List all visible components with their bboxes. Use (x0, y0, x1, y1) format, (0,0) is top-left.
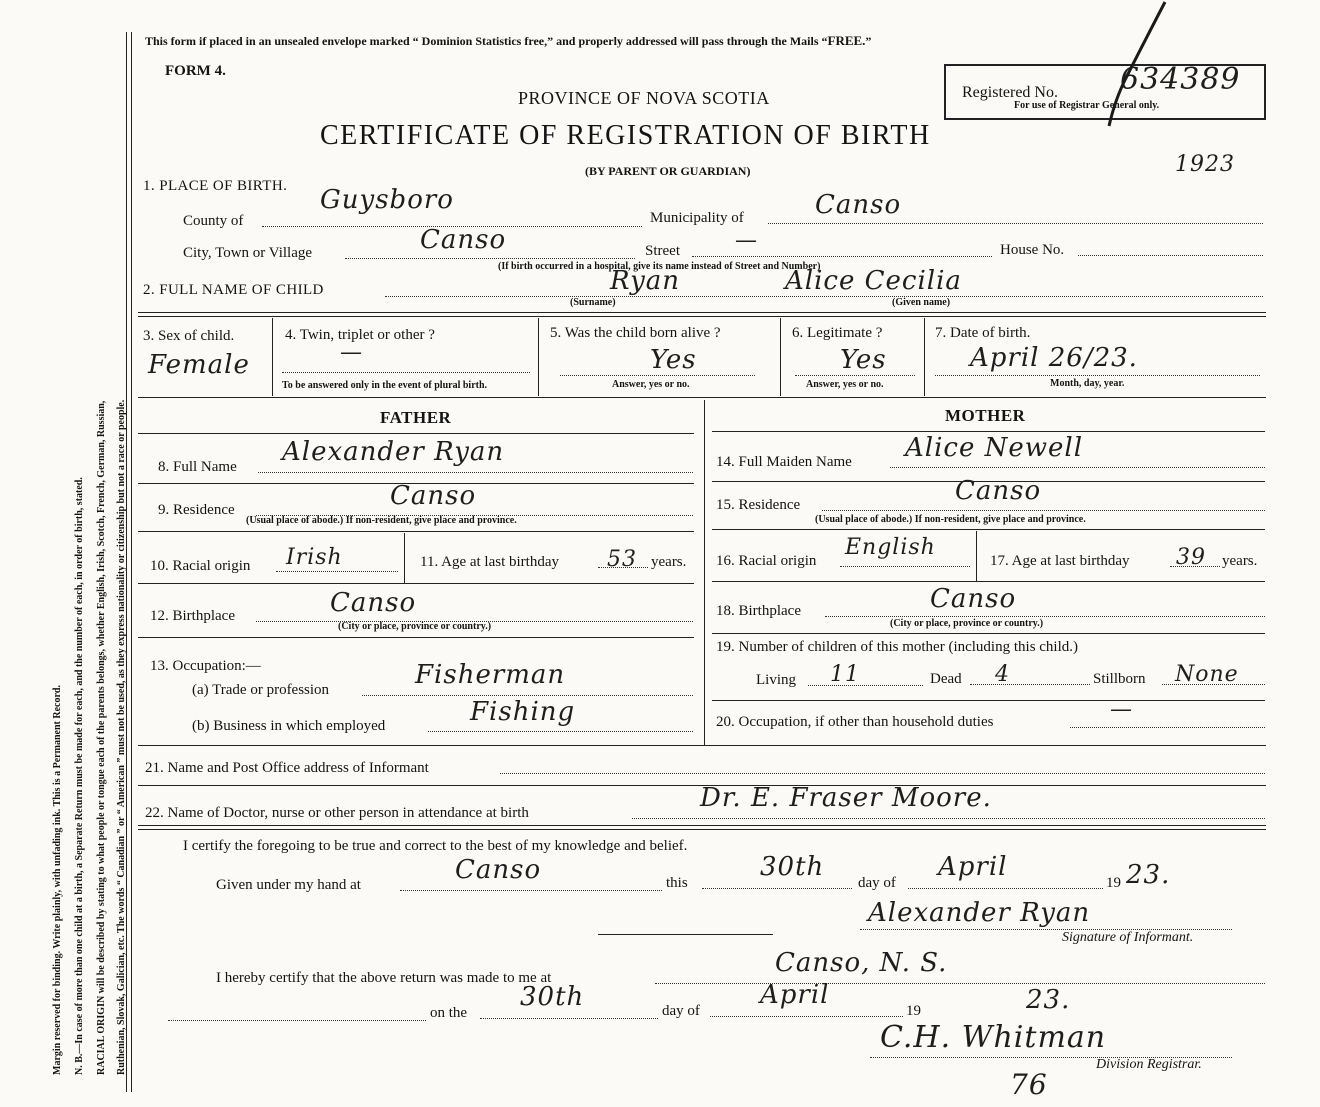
parent-column-divider (704, 400, 705, 745)
given-year-prefix: 19 (1106, 875, 1121, 891)
certification-separator (598, 934, 773, 935)
father-business-value: Fishing (470, 697, 576, 727)
father-age-label: 11. Age at last birthday (420, 554, 559, 570)
page-mark: 76 (1010, 1068, 1048, 1101)
surname-note: (Surname) (570, 297, 616, 308)
mother-racial-value: English (845, 535, 936, 560)
given-name-note: (Given name) (892, 297, 951, 308)
father-age-unit: years. (651, 554, 687, 570)
father-residence-label: 9. Residence (158, 502, 235, 518)
born-alive-note: Answer, yes or no. (612, 379, 690, 390)
twin-label: 4. Twin, triplet or other ? (285, 327, 435, 343)
informant-label: 21. Name and Post Office address of Informant (145, 760, 429, 776)
born-alive-value: Yes (650, 345, 697, 375)
twin-value: — (340, 340, 363, 365)
registration-pen-stroke (1095, 0, 1175, 130)
mother-residence-label: 15. Residence (716, 497, 801, 513)
mother-heading: MOTHER (945, 406, 1026, 425)
legitimate-value: Yes (840, 345, 887, 375)
father-birthplace-note: (City or place, province or country.) (338, 621, 492, 632)
father-name-label: 8. Full Name (158, 459, 237, 475)
registrar-place-value: Canso, N. S. (775, 948, 948, 978)
county-value: Guysboro (320, 185, 454, 215)
registration-year-prefix: 19 (906, 1003, 921, 1019)
given-at-label: Given under my hand at (216, 877, 361, 893)
dead-label: Dead (930, 671, 962, 687)
street-value: — (735, 228, 758, 253)
doctor-label: 22. Name of Doctor, nurse or other person in attendance at birth (145, 805, 529, 821)
mother-age-label: 17. Age at last birthday (990, 553, 1130, 569)
municipality-value: Canso (815, 190, 902, 220)
registration-month-value: April (760, 980, 830, 1010)
form-number: FORM 4. (165, 63, 226, 79)
year-stamp: 1923 (1175, 152, 1235, 177)
father-trade-value: Fisherman (415, 660, 566, 690)
mother-name-label: 14. Full Maiden Name (716, 454, 852, 470)
registration-day-of-label: day of (662, 1003, 700, 1019)
twin-note: To be answered only in the event of plural birth. (282, 380, 488, 391)
father-business-label: (b) Business in which employed (192, 718, 386, 734)
father-racial-label: 10. Racial origin (150, 558, 251, 574)
father-birthplace-label: 12. Birthplace (150, 608, 235, 624)
registration-year-value: 23. (1026, 985, 1071, 1015)
margin-rule-inner (131, 32, 132, 1092)
mother-birthplace-label: 18. Birthplace (716, 603, 801, 619)
city-value: Canso (420, 225, 507, 255)
father-racial-value: Irish (286, 545, 343, 570)
document-title: CERTIFICATE OF REGISTRATION OF BIRTH (320, 120, 931, 151)
legitimate-label: 6. Legitimate ? (792, 325, 883, 341)
legitimate-note: Answer, yes or no. (806, 379, 884, 390)
county-label: County of (183, 213, 244, 229)
registrar-signature: C.H. Whitman (880, 1020, 1107, 1055)
place-of-birth-heading: 1. PLACE OF BIRTH. (143, 178, 288, 194)
mother-birthplace-value: Canso (930, 584, 1017, 614)
father-name-value: Alexander Ryan (282, 437, 505, 467)
margin-note-binding: Margin reserved for binding. Write plainly, with unfading ink. This is a Permanent Record. (52, 685, 63, 1075)
father-birthplace-value: Canso (330, 588, 417, 618)
hospital-note: (If birth occurred in a hospital, give its name instead of Street and Number) (498, 261, 821, 272)
mother-occupation-label: 20. Occupation, if other than household duties (716, 714, 994, 730)
father-residence-value: Canso (390, 481, 477, 511)
father-age-value: 53 (607, 547, 637, 572)
child-given-name: Alice Cecilia (785, 266, 962, 296)
mother-residence-note: (Usual place of abode.) If non-resident, give place and province. (815, 514, 1086, 525)
postal-notice: This form if placed in an unsealed envelope marked “ Dominion Statistics free,” and properly addressed will pass through the Mails “FREE.” (145, 33, 872, 48)
registrar-signature-label: Division Registrar. (1096, 1057, 1202, 1072)
mother-birthplace-note: (City or place, province or country.) (890, 618, 1044, 629)
given-year-value: 23. (1126, 860, 1171, 890)
registrar-statement: I hereby certify that the above return was made to me at (216, 970, 552, 986)
father-trade-label: (a) Trade or profession (192, 682, 330, 698)
this-label: this (666, 875, 688, 891)
sex-value: Female (148, 350, 250, 380)
date-of-birth-label: 7. Date of birth. (935, 325, 1031, 341)
registered-label: Registered No. (962, 84, 1058, 101)
margin-rule (126, 32, 127, 1092)
father-occupation-label: 13. Occupation:— (150, 658, 261, 674)
on-the-label: on the (430, 1005, 468, 1021)
given-place-value: Canso (455, 855, 542, 885)
born-alive-label: 5. Was the child born alive ? (550, 325, 721, 341)
document-subtitle: (BY PARENT OR GUARDIAN) (585, 164, 751, 178)
living-value: 11 (830, 662, 860, 687)
registration-day-value: 30th (520, 982, 585, 1012)
doctor-value: Dr. E. Fraser Moore. (700, 783, 992, 813)
date-of-birth-note: Month, day, year. (1050, 378, 1125, 389)
binding-margin (8, 30, 126, 1090)
municipality-label: Municipality of (650, 210, 744, 226)
living-label: Living (756, 672, 796, 688)
sex-label: 3. Sex of child. (143, 328, 235, 344)
given-day-of-label: day of (858, 875, 896, 891)
father-heading: FATHER (380, 408, 452, 427)
mother-residence-value: Canso (955, 476, 1042, 506)
mother-age-unit: years. (1222, 553, 1258, 569)
registered-note: For use of Registrar General only. (1014, 100, 1160, 111)
province-heading: PROVINCE OF NOVA SCOTIA (518, 88, 770, 108)
informant-signature-label: Signature of Informant. (1062, 930, 1194, 945)
given-month-value: April (938, 852, 1008, 882)
dead-value: 4 (995, 662, 1010, 687)
margin-note-racial-origin-cont: Ruthenian, Slovak, Galician, etc. The words “ Canadian ” or “ American ” must not be used, as they express nationality or citizenship but not a race or people. (116, 399, 127, 1075)
informant-signature: Alexander Ryan (868, 898, 1091, 928)
street-label: Street (645, 243, 680, 259)
margin-note-multiple-births: N. B.—In case of more than one child at a birth, a Separate Return must be made for each, and the number of each, in order of birth, stated. (74, 477, 85, 1075)
city-label: City, Town or Village (183, 245, 313, 261)
children-count-label: 19. Number of children of this mother (including this child.) (716, 639, 1079, 655)
mother-racial-label: 16. Racial origin (716, 553, 817, 569)
house-number-label: House No. (1000, 242, 1065, 258)
registered-number: 634389 (1120, 62, 1241, 97)
stillborn-value: None (1175, 662, 1239, 687)
mother-age-value: 39 (1176, 545, 1206, 570)
child-surname: Ryan (610, 266, 681, 296)
date-of-birth-value: April 26/23. (970, 343, 1138, 373)
father-residence-note: (Usual place of abode.) If non-resident, give place and province. (246, 515, 517, 526)
mother-occupation-value: — (1110, 697, 1133, 722)
certification-statement: I certify the foregoing to be true and correct to the best of my knowledge and belief. (183, 838, 688, 854)
given-day-value: 30th (760, 852, 825, 882)
stillborn-label: Stillborn (1093, 671, 1146, 687)
child-name-label: 2. FULL NAME OF CHILD (143, 282, 324, 298)
margin-note-racial-origin: RACIAL ORIGIN will be described by stating to what people or tongue each of the parents belongs, whether English, Irish, Scotch, French, German, Russian, (96, 400, 107, 1075)
section-divider (138, 312, 1266, 317)
mother-name-value: Alice Newell (905, 433, 1084, 463)
